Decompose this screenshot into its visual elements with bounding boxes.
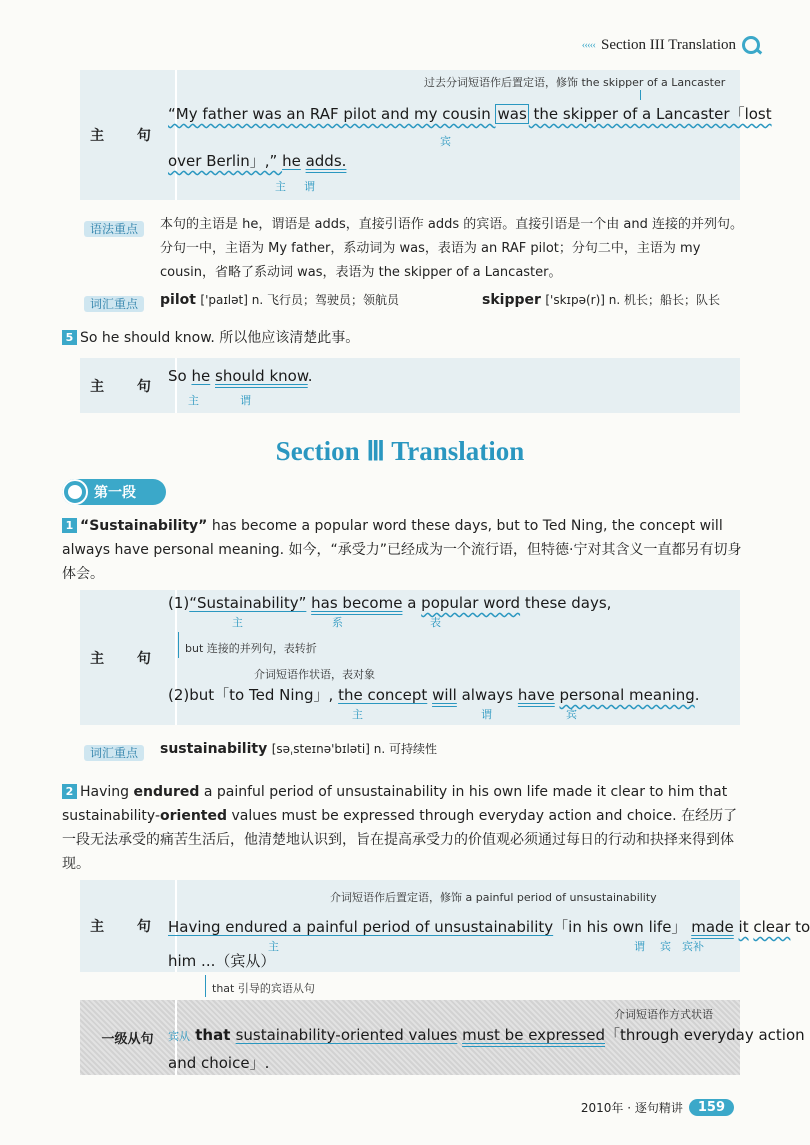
sentence-5-analysis: So he should know. xyxy=(168,367,313,385)
running-header xyxy=(582,36,760,54)
grammar-note: 过去分词短语作后置定语，修饰 the skipper of a Lancaster xyxy=(424,76,726,89)
book-title: 2010年 · 逐句精讲 xyxy=(580,1101,683,1115)
vocab-entry-skipper: skipper ['skɪpə(r)] n. 机长；船长；队长 xyxy=(482,292,721,308)
sentence-1: 1 “Sustainability” has become a popular word these days, but to Ted Ning, the concept will always have personal meaning. 如今，“承受力”已经成为一个流行语，但特德·宁对其含义一直都另有切身体会。 xyxy=(62,518,742,582)
analysis-box-main-5: 主 句 xyxy=(80,358,740,413)
role-label: 主 xyxy=(352,708,363,721)
vocab-tag: 词汇重点 xyxy=(84,293,144,312)
analysis-box-sentence-2: 主 句 xyxy=(80,880,740,972)
vocab-tag: 词汇重点 xyxy=(84,742,144,761)
subclause-line-1: 宾从 that sustainability-oriented values must be expressed「through everyday action xyxy=(168,1026,805,1044)
sentence-2: 2 Having endured a painful period of unsustainability in his own life made it clear to him that sustainability-oriented values must be expressed through everyday action and choice. 在经历了一段无法承受的痛苦生活后，他清楚地认识到，旨在提高承受力的价值观必须通过每日的行动和抉择来得到体现。 xyxy=(62,784,738,872)
role-label: 表 xyxy=(430,616,441,629)
arrows-icon: ‹‹‹‹‹ xyxy=(581,39,595,51)
grammar-note: 介词短语作方式状语 xyxy=(614,1008,713,1021)
role-label: 系 xyxy=(332,616,343,629)
grammar-note: 介词短语作状语，表对象 xyxy=(254,668,375,681)
grammar-text: 本句的主语是 he，谓语是 adds，直接引语作 adds 的宾语。直接引语是一个由 and 连接的并列句。分句一中，主语为 My father，系动词为 was，表语为 an RAF pilot；分句二中，主语为 my cousin，省略了系动词 was，表语为 the skipper of a Lancaster。 xyxy=(160,217,743,280)
conjunction-note: but 连接的并列句，表转折 xyxy=(185,642,317,655)
role-label: 主 xyxy=(268,940,279,953)
sentence-2-line-1: Having endured a painful period of unsustainability「in his own life」 made it clear to xyxy=(168,918,810,936)
sentence-line-2: over Berlin」,” he adds. xyxy=(168,152,347,170)
page-number: 159 xyxy=(689,1099,734,1116)
paragraph-pill: 第一段 xyxy=(62,479,166,505)
role-label: 宾 xyxy=(660,940,671,953)
section-title: Section Ⅲ Translation xyxy=(275,436,525,466)
subclause-line-2: and choice」. xyxy=(168,1054,270,1072)
role-label: 主 xyxy=(275,180,286,193)
clause-1: (1)“Sustainability” has become a popular word these days, xyxy=(168,594,612,612)
vocab-entry-sustainability: sustainability [səˌsteɪnə'bɪləti] n. 可持续性 xyxy=(160,741,437,757)
grammar-note: 介词短语作后置定语，修饰 a painful period of unsustainability xyxy=(330,891,657,904)
role-label: 谓 xyxy=(304,180,315,193)
clause-2: (2)but「to Ted Ning」, the concept will always have personal meaning. xyxy=(168,686,700,704)
role-label: 谓 xyxy=(634,940,645,953)
role-label: 主 xyxy=(188,394,199,407)
sentence-5: 5 So he should know. 所以他应该清楚此事。 xyxy=(62,326,359,350)
role-label: 宾 xyxy=(440,135,451,148)
sentence-line-1: “My father was an RAF pilot and my cousin was the skipper of a Lancaster「lost xyxy=(168,105,772,123)
clause-note: that 引导的宾语从句 xyxy=(212,982,315,995)
magnifier-icon xyxy=(742,36,760,54)
role-label: 宾补 xyxy=(682,940,704,953)
page-footer xyxy=(581,1099,734,1116)
magnifier-icon xyxy=(64,481,86,503)
analysis-box-sentence-1: 主 句 xyxy=(80,590,740,725)
box-label: 主 句 xyxy=(90,128,165,144)
grammar-tag: 语法重点 xyxy=(84,218,144,237)
role-label: 谓 xyxy=(481,708,492,721)
analysis-box-subclause: 一级从句 xyxy=(80,1000,740,1075)
role-label: 主 xyxy=(232,616,243,629)
sentence-2-line-2: him ...（宾从） xyxy=(168,952,276,970)
vocab-entry-pilot: pilot ['paɪlət] n. 飞行员；驾驶员；领航员 xyxy=(160,292,399,308)
role-label: 谓 xyxy=(240,394,251,407)
role-label: 宾 xyxy=(566,708,577,721)
header-title: Section III Translation xyxy=(601,36,736,53)
